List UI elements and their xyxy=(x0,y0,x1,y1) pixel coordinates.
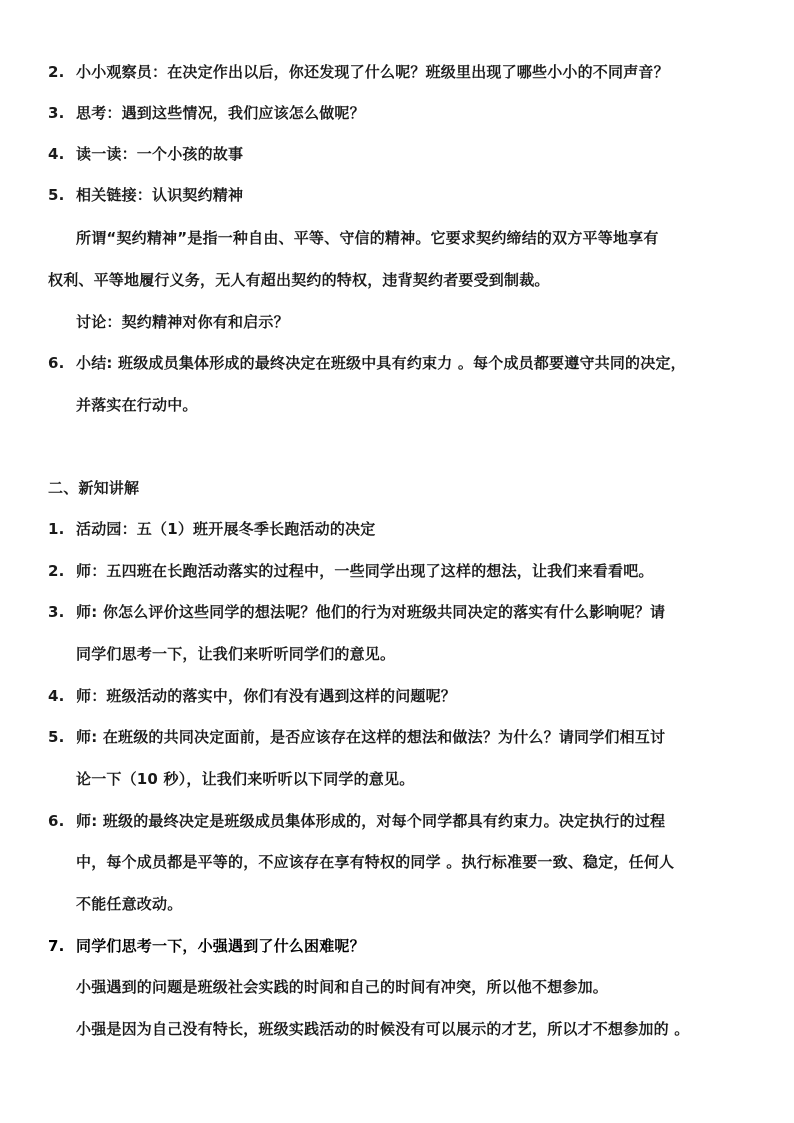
list-number: 6. xyxy=(48,354,65,372)
list-text-continuation: 并落实在行动中。 xyxy=(76,396,198,414)
list-text-continuation: 不能任意改动。 xyxy=(76,895,183,913)
list-number: 5. xyxy=(48,728,65,746)
answer-paragraph: 小强是因为自己没有特长，班级实践活动的时候没有可以展示的才艺，所以才不想参加的 。 xyxy=(76,1020,690,1038)
list-number: 2. xyxy=(48,562,65,580)
list-text: 师：五四班在长跑活动落实的过程中，一些同学出现了这样的想法，让我们来看看吧。 xyxy=(76,562,654,580)
list-text: 师: 在班级的共同决定面前，是否应该存在这样的想法和做法？为什么？请同学们相互讨 xyxy=(76,728,666,746)
contract-paragraph-line-2: 权利、平等地履行义务，无人有超出契约的特权，违背契约者要受到制裁。 xyxy=(48,271,550,289)
list-number: 5. xyxy=(48,186,65,204)
list-number: 2. xyxy=(48,63,65,81)
list-text: 师: 班级的最终决定是班级成员集体形成的，对每个同学都具有约束力。决定执行的过程 xyxy=(76,812,666,830)
list-number: 4. xyxy=(48,145,65,163)
list-text: 相关链接：认识契约精神 xyxy=(76,186,244,204)
list-number: 3. xyxy=(48,603,65,621)
list-text: 小结: 班级成员集体形成的最终决定在班级中具有约束力 。每个成员都要遵守共同的决定， xyxy=(76,354,686,372)
contract-paragraph-line-1: 所谓“契约精神”是指一种自由、平等、守信的精神。它要求契约缔结的双方平等地享有 xyxy=(76,229,659,247)
answer-paragraph: 小强遇到的问题是班级社会实践的时间和自己的时间有冲突，所以他不想参加。 xyxy=(76,978,609,996)
list-text: 同学们思考一下，小强遇到了什么困难呢？ xyxy=(76,937,365,955)
list-text: 思考：遇到这些情况，我们应该怎么做呢？ xyxy=(76,104,365,122)
list-number: 3. xyxy=(48,104,65,122)
list-number: 1. xyxy=(48,520,65,538)
list-text: 师: 你怎么评价这些同学的想法呢？他们的行为对班级共同决定的落实有什么影响呢？请 xyxy=(76,603,666,621)
list-number: 4. xyxy=(48,687,65,705)
list-text-continuation: 中，每个成员都是平等的，不应该存在享有特权的同学 。执行标准要一致、稳定，任何人 xyxy=(76,853,675,871)
discussion-question: 讨论：契约精神对你有和启示？ xyxy=(76,313,289,331)
list-text: 师：班级活动的落实中，你们有没有遇到这样的问题呢？ xyxy=(76,687,457,705)
section-title: 二、新知讲解 xyxy=(48,479,140,497)
list-text: 活动园：五（1）班开展冬季长跑活动的决定 xyxy=(76,520,376,538)
list-number: 6. xyxy=(48,812,65,830)
list-number: 7. xyxy=(48,937,65,955)
list-text: 小小观察员：在决定作出以后，你还发现了什么呢？班级里出现了哪些小小的不同声音？ xyxy=(76,63,669,81)
list-text-continuation: 论一下（10 秒），让我们来听听以下同学的意见。 xyxy=(76,770,415,788)
list-text-continuation: 同学们思考一下，让我们来听听同学们的意见。 xyxy=(76,645,396,663)
list-text: 读一读：一个小孩的故事 xyxy=(76,145,244,163)
